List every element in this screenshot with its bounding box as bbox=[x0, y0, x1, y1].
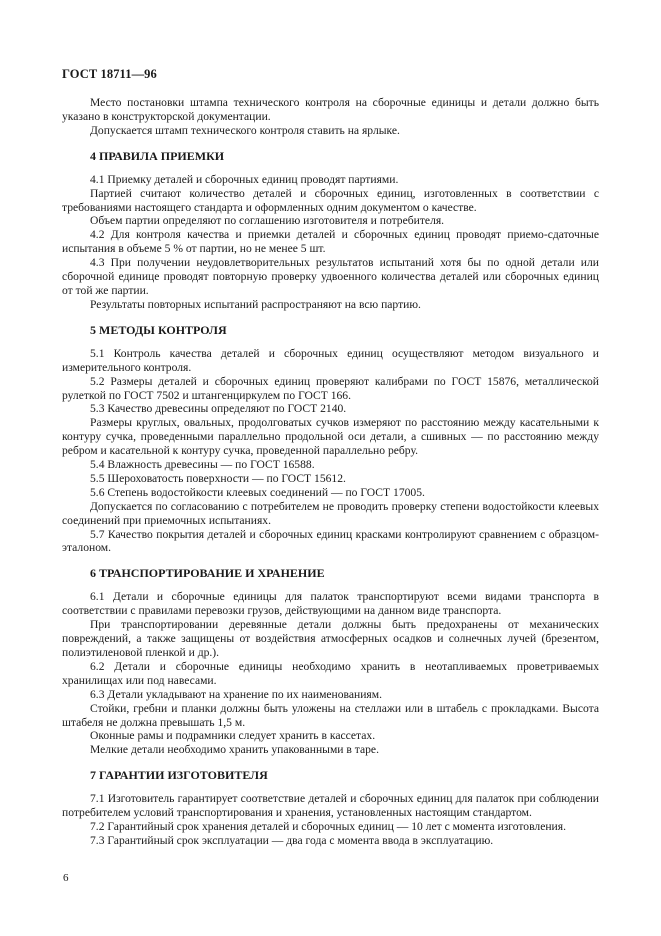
section-paragraph: 5.1 Контроль качества деталей и сборочных единиц осуществляют методом визуального и измерительного контроля. bbox=[62, 346, 599, 374]
section-paragraph: 4.1 Приемку деталей и сборочных единиц проводят партиями. bbox=[90, 172, 399, 186]
section-paragraph: Мелкие детали необходимо хранить упакованными в таре. bbox=[90, 743, 379, 757]
section-paragraph: 6.1 Детали и сборочные единицы для палаток транспортируют всеми видами транспорта в соответствии с правилами перевозки грузов, действующими на данном виде транспорта. bbox=[62, 590, 599, 618]
intro-paragraph: Место постановки штампа технического контроля на сборочные единицы и детали должно быть указано в конструкторской документации. bbox=[62, 96, 599, 123]
intro-paragraph: Допускается штамп технического контроля ставить на ярлыке. bbox=[90, 123, 400, 137]
section-paragraph: Размеры круглых, овальных, продолговатых сучков измеряют по расстоянию между касательными к контуру сучка, проведенными параллельно продольной оси детали, а сшивных — по расстоянию между ребром и касательной к контуру сучка, проведенной параллельно ребру. bbox=[62, 416, 599, 458]
section-paragraph: 5.2 Размеры деталей и сборочных единиц проверяют калибрами по ГОСТ 15876, металлической рулеткой по ГОСТ 7502 и штангенциркулем по ГОСТ 166. bbox=[62, 374, 599, 402]
section-paragraph: 4.3 При получении неудовлетворительных результатов испытаний хотя бы по одной детали или сборочной единице проводят повторную проверку удвоенного количества деталей или сборочных единиц от той же партии. bbox=[62, 256, 599, 297]
section-paragraph: 5.4 Влажность древесины — по ГОСТ 16588. bbox=[90, 458, 315, 472]
page-number: 6 bbox=[63, 872, 69, 884]
section-paragraph: 5.5 Шероховатость поверхности — по ГОСТ 15612. bbox=[90, 471, 346, 485]
section-paragraph: 5.7 Качество покрытия деталей и сборочных единиц красками контролируют сравнением с образцом-эталоном. bbox=[62, 527, 599, 555]
section-heading-transport-storage: 6 ТРАНСПОРТИРОВАНИЕ И ХРАНЕНИЕ bbox=[90, 566, 325, 581]
document-code-header: ГОСТ 18711—96 bbox=[62, 67, 157, 81]
section-heading-manufacturer-warranty: 7 ГАРАНТИИ ИЗГОТОВИТЕЛЯ bbox=[90, 768, 268, 783]
section-paragraph: Оконные рамы и подрамники следует хранить в кассетах. bbox=[90, 729, 376, 743]
section-paragraph: Результаты повторных испытаний распространяют на всю партию. bbox=[90, 297, 421, 311]
section-paragraph: Партией считают количество деталей и сборочных единиц, изготовленных в соответствии с требованиями настоящего стандарта и оформленных одним документом о качестве. bbox=[62, 186, 599, 214]
section-paragraph: 7.3 Гарантийный срок эксплуатации — два года с момента ввода в эксплуатацию. bbox=[90, 833, 494, 847]
section-paragraph: Допускается по согласованию с потребителем не проводить проверку степени водостойкости клеевых соединений при приемочных испытаниях. bbox=[62, 499, 599, 527]
section-paragraph: 4.2 Для контроля качества и приемки деталей и сборочных единиц проводят приемо-сдаточные испытания в объеме 5 % от партии, но не менее 5 шт. bbox=[62, 228, 599, 256]
section-paragraph: 5.6 Степень водостойкости клеевых соединений — по ГОСТ 17005. bbox=[90, 485, 425, 499]
section-paragraph: 6.2 Детали и сборочные единицы необходимо хранить в неотапливаемых проветриваемых хранилищах или под навесами. bbox=[62, 659, 599, 687]
section-paragraph: 7.1 Изготовитель гарантирует соответствие деталей и сборочных единиц для палаток при соблюдении потребителем условий транспортирования и хранения, установленных настоящим стандартом. bbox=[62, 792, 599, 820]
section-paragraph: 5.3 Качество древесины определяют по ГОСТ 2140. bbox=[90, 402, 347, 416]
section-paragraph: При транспортировании деревянные детали должны быть предохранены от механических повреждений, а также защищены от воздействия атмосферных осадков и солнечных лучей (брезентом, полиэтиленовой пленкой и др.). bbox=[62, 618, 599, 659]
section-paragraph: 6.3 Детали укладывают на хранение по их наименованиям. bbox=[90, 687, 382, 701]
section-paragraph: Стойки, гребни и планки должны быть уложены на стеллажи или в штабель с прокладками. Высота штабеля не должна превышать 1,5 м. bbox=[62, 701, 599, 729]
page-body bbox=[62, 96, 599, 848]
section-paragraph: Объем партии определяют по соглашению изготовителя и потребителя. bbox=[90, 214, 445, 228]
section-paragraph: 7.2 Гарантийный срок хранения деталей и сборочных единиц — 10 лет с момента изготовления. bbox=[90, 820, 566, 834]
section-heading-acceptance: 4 ПРАВИЛА ПРИЕМКИ bbox=[90, 148, 225, 163]
section-heading-control-methods: 5 МЕТОДЫ КОНТРОЛЯ bbox=[90, 322, 227, 337]
